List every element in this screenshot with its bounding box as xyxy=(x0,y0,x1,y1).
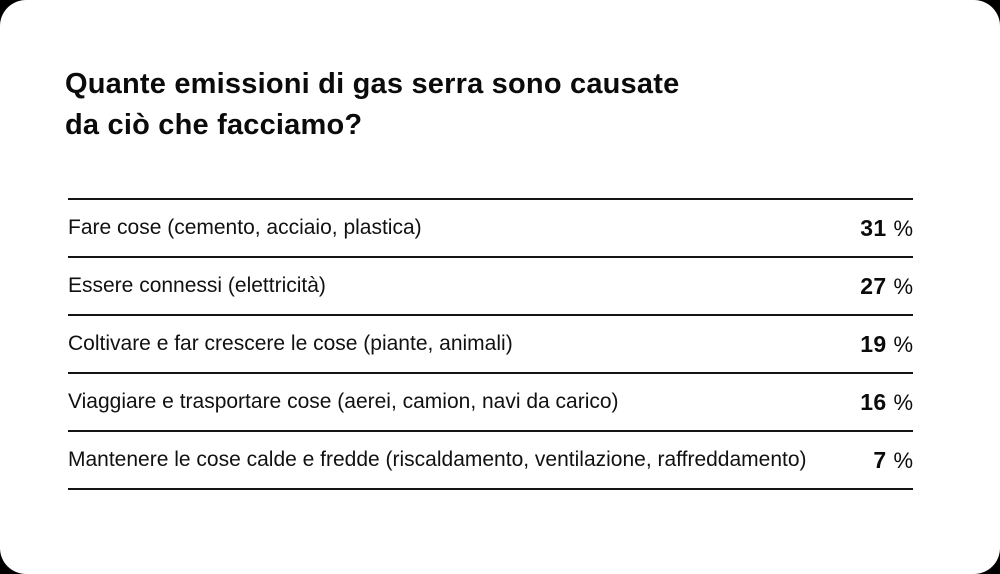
table-row xyxy=(68,198,913,256)
row-label: Fare cose (cemento, acciaio, plastica) xyxy=(68,216,422,239)
row-value xyxy=(860,331,913,358)
row-value-unit: % xyxy=(893,273,913,299)
table-row xyxy=(68,314,913,372)
row-label: Mantenere le cose calde e fredde (riscaldamento, ventilazione, raffreddamento) xyxy=(68,448,807,471)
row-value-number: 27 xyxy=(860,272,887,299)
row-value-unit: % xyxy=(893,389,913,415)
table-row xyxy=(68,372,913,430)
row-value-unit: % xyxy=(893,215,913,241)
emissions-table xyxy=(68,198,913,490)
row-value xyxy=(860,389,913,416)
page-title xyxy=(65,64,679,146)
row-label: Coltivare e far crescere le cose (piante, animali) xyxy=(68,332,513,355)
row-value-unit: % xyxy=(893,447,913,473)
row-value-number: 16 xyxy=(860,388,887,415)
row-label: Essere connessi (elettricità) xyxy=(68,274,326,297)
title-line-1: Quante emissioni di gas serra sono causate xyxy=(65,68,680,100)
row-label: Viaggiare e trasportare cose (aerei, camion, navi da carico) xyxy=(68,390,619,413)
title-line-2: da ciò che facciamo? xyxy=(65,109,363,141)
row-value xyxy=(860,215,913,242)
row-value-unit: % xyxy=(893,331,913,357)
row-value xyxy=(873,447,913,474)
row-value xyxy=(860,273,913,300)
row-value-number: 19 xyxy=(860,330,887,357)
table-row xyxy=(68,430,913,490)
table-row xyxy=(68,256,913,314)
row-value-number: 31 xyxy=(860,214,887,241)
row-value-number: 7 xyxy=(873,446,887,473)
